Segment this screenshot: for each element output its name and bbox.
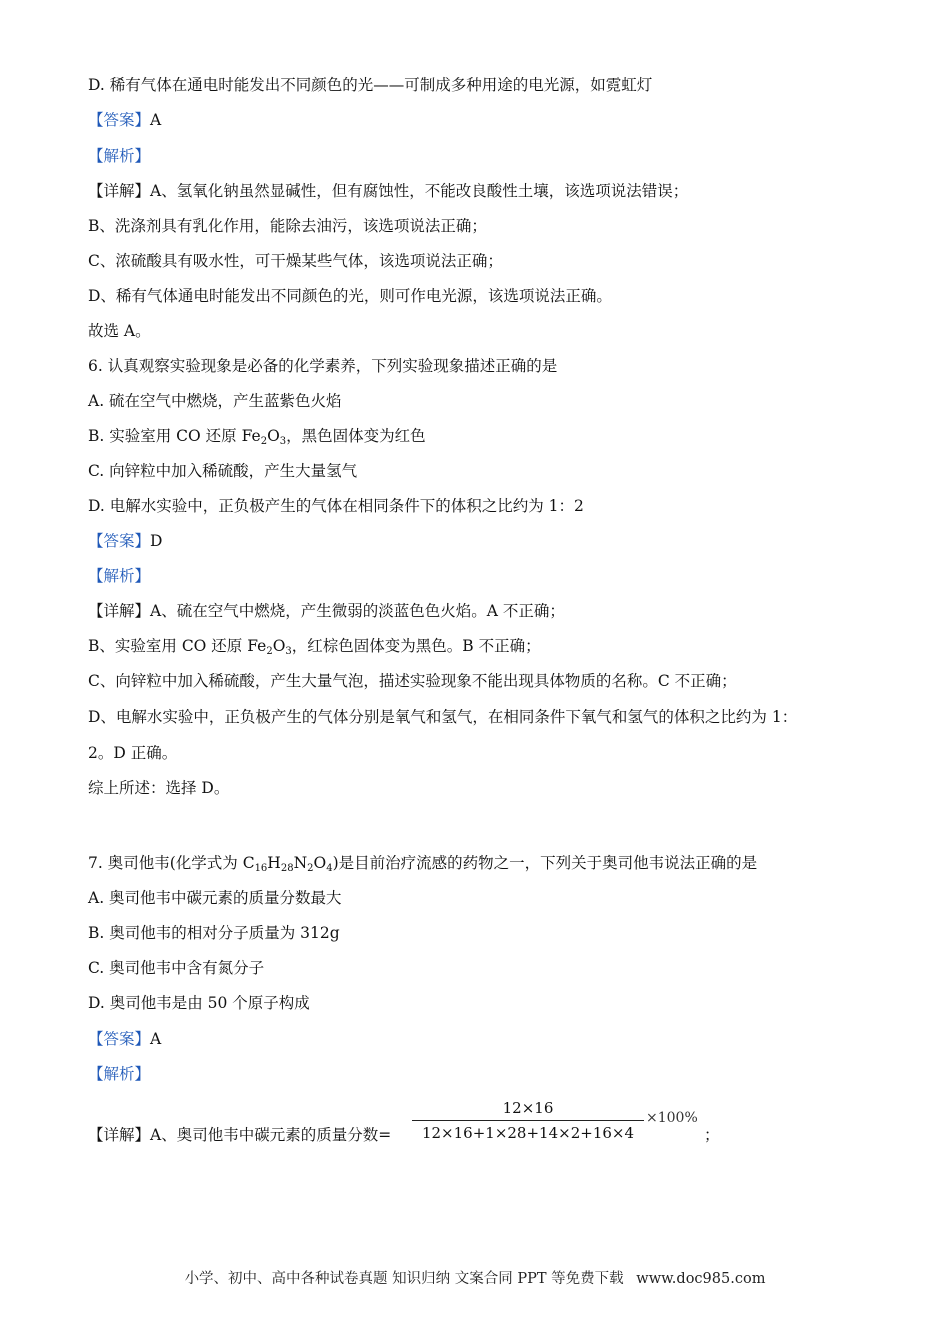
q7-stem-pre: 7. 奥司他韦(化学式为 C xyxy=(88,854,255,872)
q7-stem xyxy=(88,852,757,874)
q6-option-b xyxy=(88,425,426,447)
element-o: O xyxy=(313,854,327,872)
q5-answer-line xyxy=(88,109,161,131)
q5-option-d: D. 稀有气体在通电时能发出不同颜色的光——可制成多种用途的电光源，如霓虹灯 xyxy=(88,76,653,94)
q6-detail-b-text: B、实验室用 CO 还原 Fe xyxy=(88,637,267,655)
q6-conclusion: 综上所述：选择 D。 xyxy=(88,779,230,797)
q6-detail-b-o: O xyxy=(272,637,286,655)
q6-detail-c: C、向锌粒中加入稀硫酸，产生大量气泡，描述实验现象不能出现具体物质的名称。C 不正确； xyxy=(88,672,737,690)
q6-option-b-o: O xyxy=(267,427,280,445)
footer-text: 小学、初中、高中各种试卷真题 知识归纳 文案合同 PPT 等免费下载 xyxy=(184,1271,624,1287)
q7-option-a: A. 奥司他韦中碳元素的质量分数最大 xyxy=(88,889,342,907)
detail-text: A、硫在空气中燃烧，产生微弱的淡蓝色色火焰。A 不正确； xyxy=(150,602,565,620)
detail-end-punct: ； xyxy=(704,1126,720,1144)
q5-detail-a xyxy=(88,180,688,202)
answer-tag: 【答案】 xyxy=(88,111,151,129)
q7-option-d: D. 奥司他韦是由 50 个原子构成 xyxy=(88,994,310,1012)
q6-option-b-rest: ，黑色固体变为红色 xyxy=(286,427,426,445)
q7-detail-a-prefix xyxy=(88,1123,391,1145)
subscript: 3 xyxy=(279,436,287,447)
detail-text: A、奥司他韦中碳元素的质量分数= xyxy=(150,1126,392,1144)
q6-option-d: D. 电解水实验中，正负极产生的气体在相同条件下的体积之比约为 1：2 xyxy=(88,497,584,515)
q6-option-b-text: B. 实验室用 CO 还原 Fe xyxy=(88,427,261,445)
mass-fraction-formula xyxy=(412,1097,644,1144)
q6-option-c: C. 向锌粒中加入稀硫酸，产生大量氢气 xyxy=(88,462,358,480)
detail-tag: 【详解】 xyxy=(88,1126,151,1144)
q6-detail-d2: 2。D 正确。 xyxy=(88,744,178,762)
q6-detail-b-rest: ，红棕色固体变为黑色。B 不正确； xyxy=(291,637,541,655)
q6-stem: 6. 认真观察实验现象是必备的化学素养，下列实验现象描述正确的是 xyxy=(88,357,558,375)
subscript: 2 xyxy=(307,863,314,874)
answer-value: A xyxy=(150,1030,162,1048)
q6-detail-a xyxy=(88,600,565,622)
subscript: 16 xyxy=(254,863,268,874)
detail-text: A、氢氧化钠虽然显碱性，但有腐蚀性，不能改良酸性土壤，该选项说法错误； xyxy=(150,182,689,200)
subscript: 3 xyxy=(285,646,292,657)
q6-option-a: A. 硫在空气中燃烧，产生蓝紫色火焰 xyxy=(88,392,342,410)
q5-conclusion: 故选 A。 xyxy=(88,322,151,340)
detail-tag: 【详解】 xyxy=(88,602,151,620)
q7-stem-post: )是目前治疗流感的药物之一，下列关于奥司他韦说法正确的是 xyxy=(332,854,758,872)
subscript: 28 xyxy=(280,863,294,874)
q6-detail-d1: D、电解水实验中，正负极产生的气体分别是氧气和氢气，在相同条件下氧气和氢气的体积之比约为 1： xyxy=(88,708,798,726)
answer-value: D xyxy=(150,532,163,550)
subscript: 2 xyxy=(260,436,268,447)
q6-detail-b xyxy=(88,635,541,657)
answer-tag: 【答案】 xyxy=(88,532,151,550)
q5-detail-d: D、稀有气体通电时能发出不同颜色的光，则可作电光源，该选项说法正确。 xyxy=(88,287,612,305)
q6-answer-line xyxy=(88,530,162,552)
subscript: 2 xyxy=(266,646,273,657)
q5-analysis-tag: 【解析】 xyxy=(88,147,151,165)
fraction-numerator: 12×16 xyxy=(502,1099,554,1117)
element-h: H xyxy=(267,854,281,872)
subscript: 4 xyxy=(326,863,333,874)
fraction-denominator: 12×16+1×28+14×2+16×4 xyxy=(421,1124,635,1142)
footer-site-link[interactable]: www.doc985.com xyxy=(636,1271,766,1287)
q7-answer-line xyxy=(88,1028,161,1050)
q6-analysis-tag: 【解析】 xyxy=(88,567,151,585)
detail-tag: 【详解】 xyxy=(88,182,151,200)
element-n: N xyxy=(293,854,308,872)
answer-value: A xyxy=(150,111,162,129)
fraction-bar xyxy=(412,1120,644,1121)
answer-tag: 【答案】 xyxy=(88,1030,151,1048)
q7-option-b: B. 奥司他韦的相对分子质量为 312g xyxy=(88,924,340,942)
page-footer xyxy=(0,1267,950,1288)
q5-detail-c: C、浓硫酸具有吸水性，可干燥某些气体，该选项说法正确； xyxy=(88,252,503,270)
q5-detail-b: B、洗涤剂具有乳化作用，能除去油污，该选项说法正确； xyxy=(88,217,487,235)
q7-analysis-tag: 【解析】 xyxy=(88,1065,151,1083)
fraction-tail: ×100% xyxy=(646,1110,698,1126)
q7-option-c: C. 奥司他韦中含有氮分子 xyxy=(88,959,265,977)
